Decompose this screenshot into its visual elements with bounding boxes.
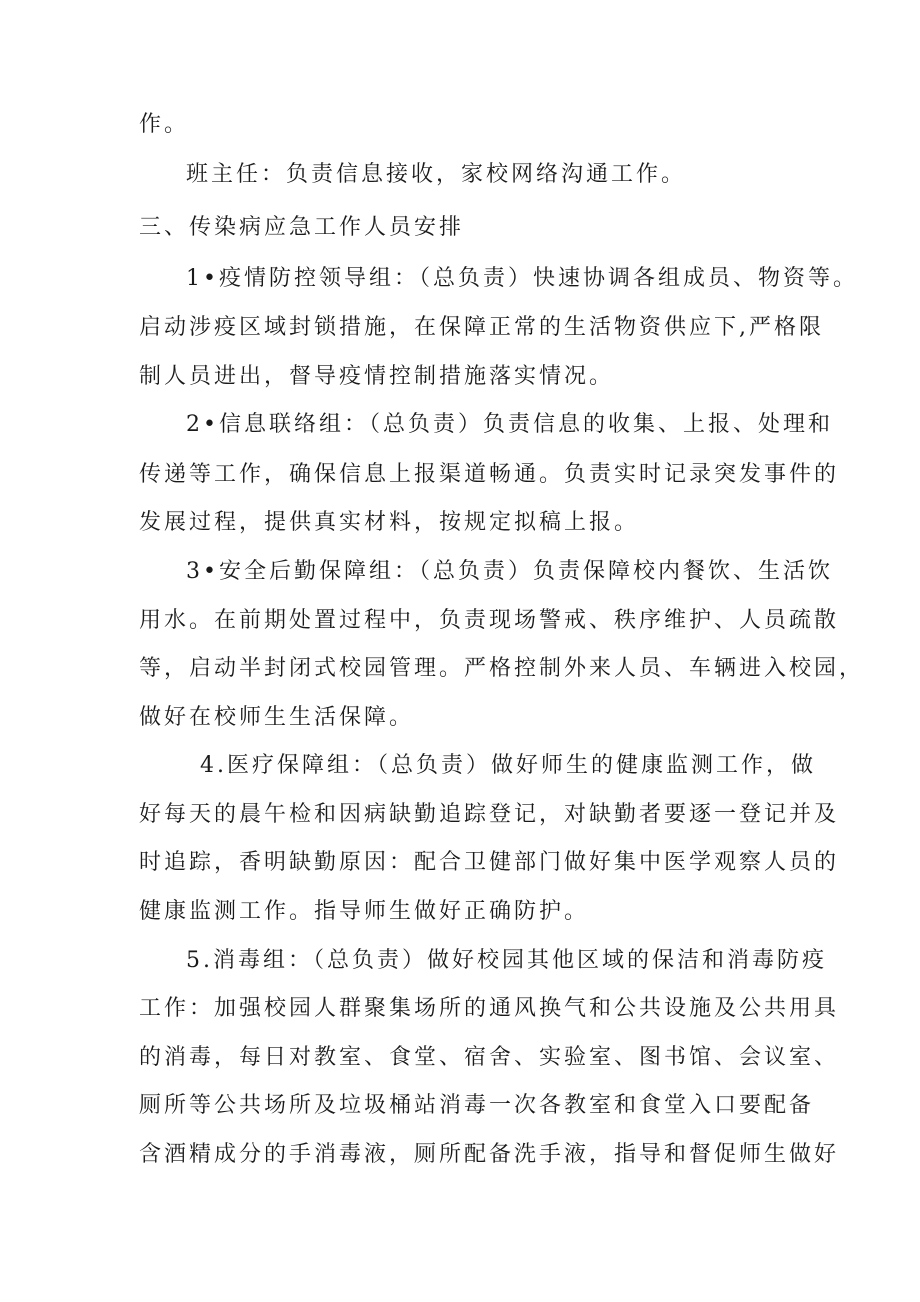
paragraph-line: 作。 [139, 112, 190, 137]
paragraph-line: 时追踪，香明缺勤原因：配合卫健部门做好集中医学观察人员的 [139, 850, 840, 875]
paragraph-line: 4.医疗保障组：（总负责）做好师生的健康监测工作，做 [200, 753, 816, 778]
paragraph-line: 传递等工作，确保信息上报渠道畅通。负责实时记录突发事件的 [139, 462, 840, 487]
section-heading: 三、传染病应急工作人员安排 [139, 215, 465, 240]
paragraph-line: 2•信息联络组：（总负责）负责信息的收集、上报、处理和 [186, 412, 833, 437]
paragraph-line: 班主任：负责信息接收，家校网络沟通工作。 [186, 162, 687, 187]
paragraph-line: 1•疫情防控领导组：（总负责）快速协调各组成员、物资等。 [186, 266, 858, 291]
paragraph-line: 的消毒，每日对教室、食堂、宿舍、实验室、图书馆、会议室、 [139, 1045, 840, 1070]
paragraph-line: 厕所等公共场所及垃圾桶站消毒一次各教室和食堂入口要配备 [139, 1093, 815, 1118]
paragraph-line: 好每天的晨午检和因病缺勤追踪登记，对缺勤者要逐一登记并及 [139, 802, 840, 827]
paragraph-line: 5.消毒组：（总负责）做好校园其他区域的保洁和消毒防疫 [186, 948, 827, 973]
paragraph-line: 用水。在前期处置过程中，负责现场警戒、秩序维护、人员疏散 [139, 608, 840, 633]
paragraph-line: 工作：加强校园人群聚集场所的通风换气和公共设施及公共用具 [139, 996, 840, 1021]
paragraph-line: 含酒精成分的手消毒液，厕所配备洗手液，指导和督促师生做好 [139, 1142, 840, 1167]
paragraph-line: 等，启动半封闭式校园管理。严格控制外来人员、车辆进入校园， [139, 656, 865, 681]
paragraph-line: 启动涉疫区域封锁措施，在保障正常的生活物资供应下,严格限 [139, 315, 824, 340]
paragraph-line: 做好在校师生生活保障。 [139, 705, 415, 730]
paragraph-line: 发展过程，提供真实材料，按规定拟稿上报。 [139, 510, 640, 535]
paragraph-line: 3•安全后勤保障组：（总负责）负责保障校内餐饮、生活饮 [186, 559, 833, 584]
paragraph-line: 健康监测工作。指导师生做好正确防护。 [139, 899, 590, 924]
paragraph-line: 制人员进出，督导疫情控制措施落实情况。 [139, 364, 615, 389]
